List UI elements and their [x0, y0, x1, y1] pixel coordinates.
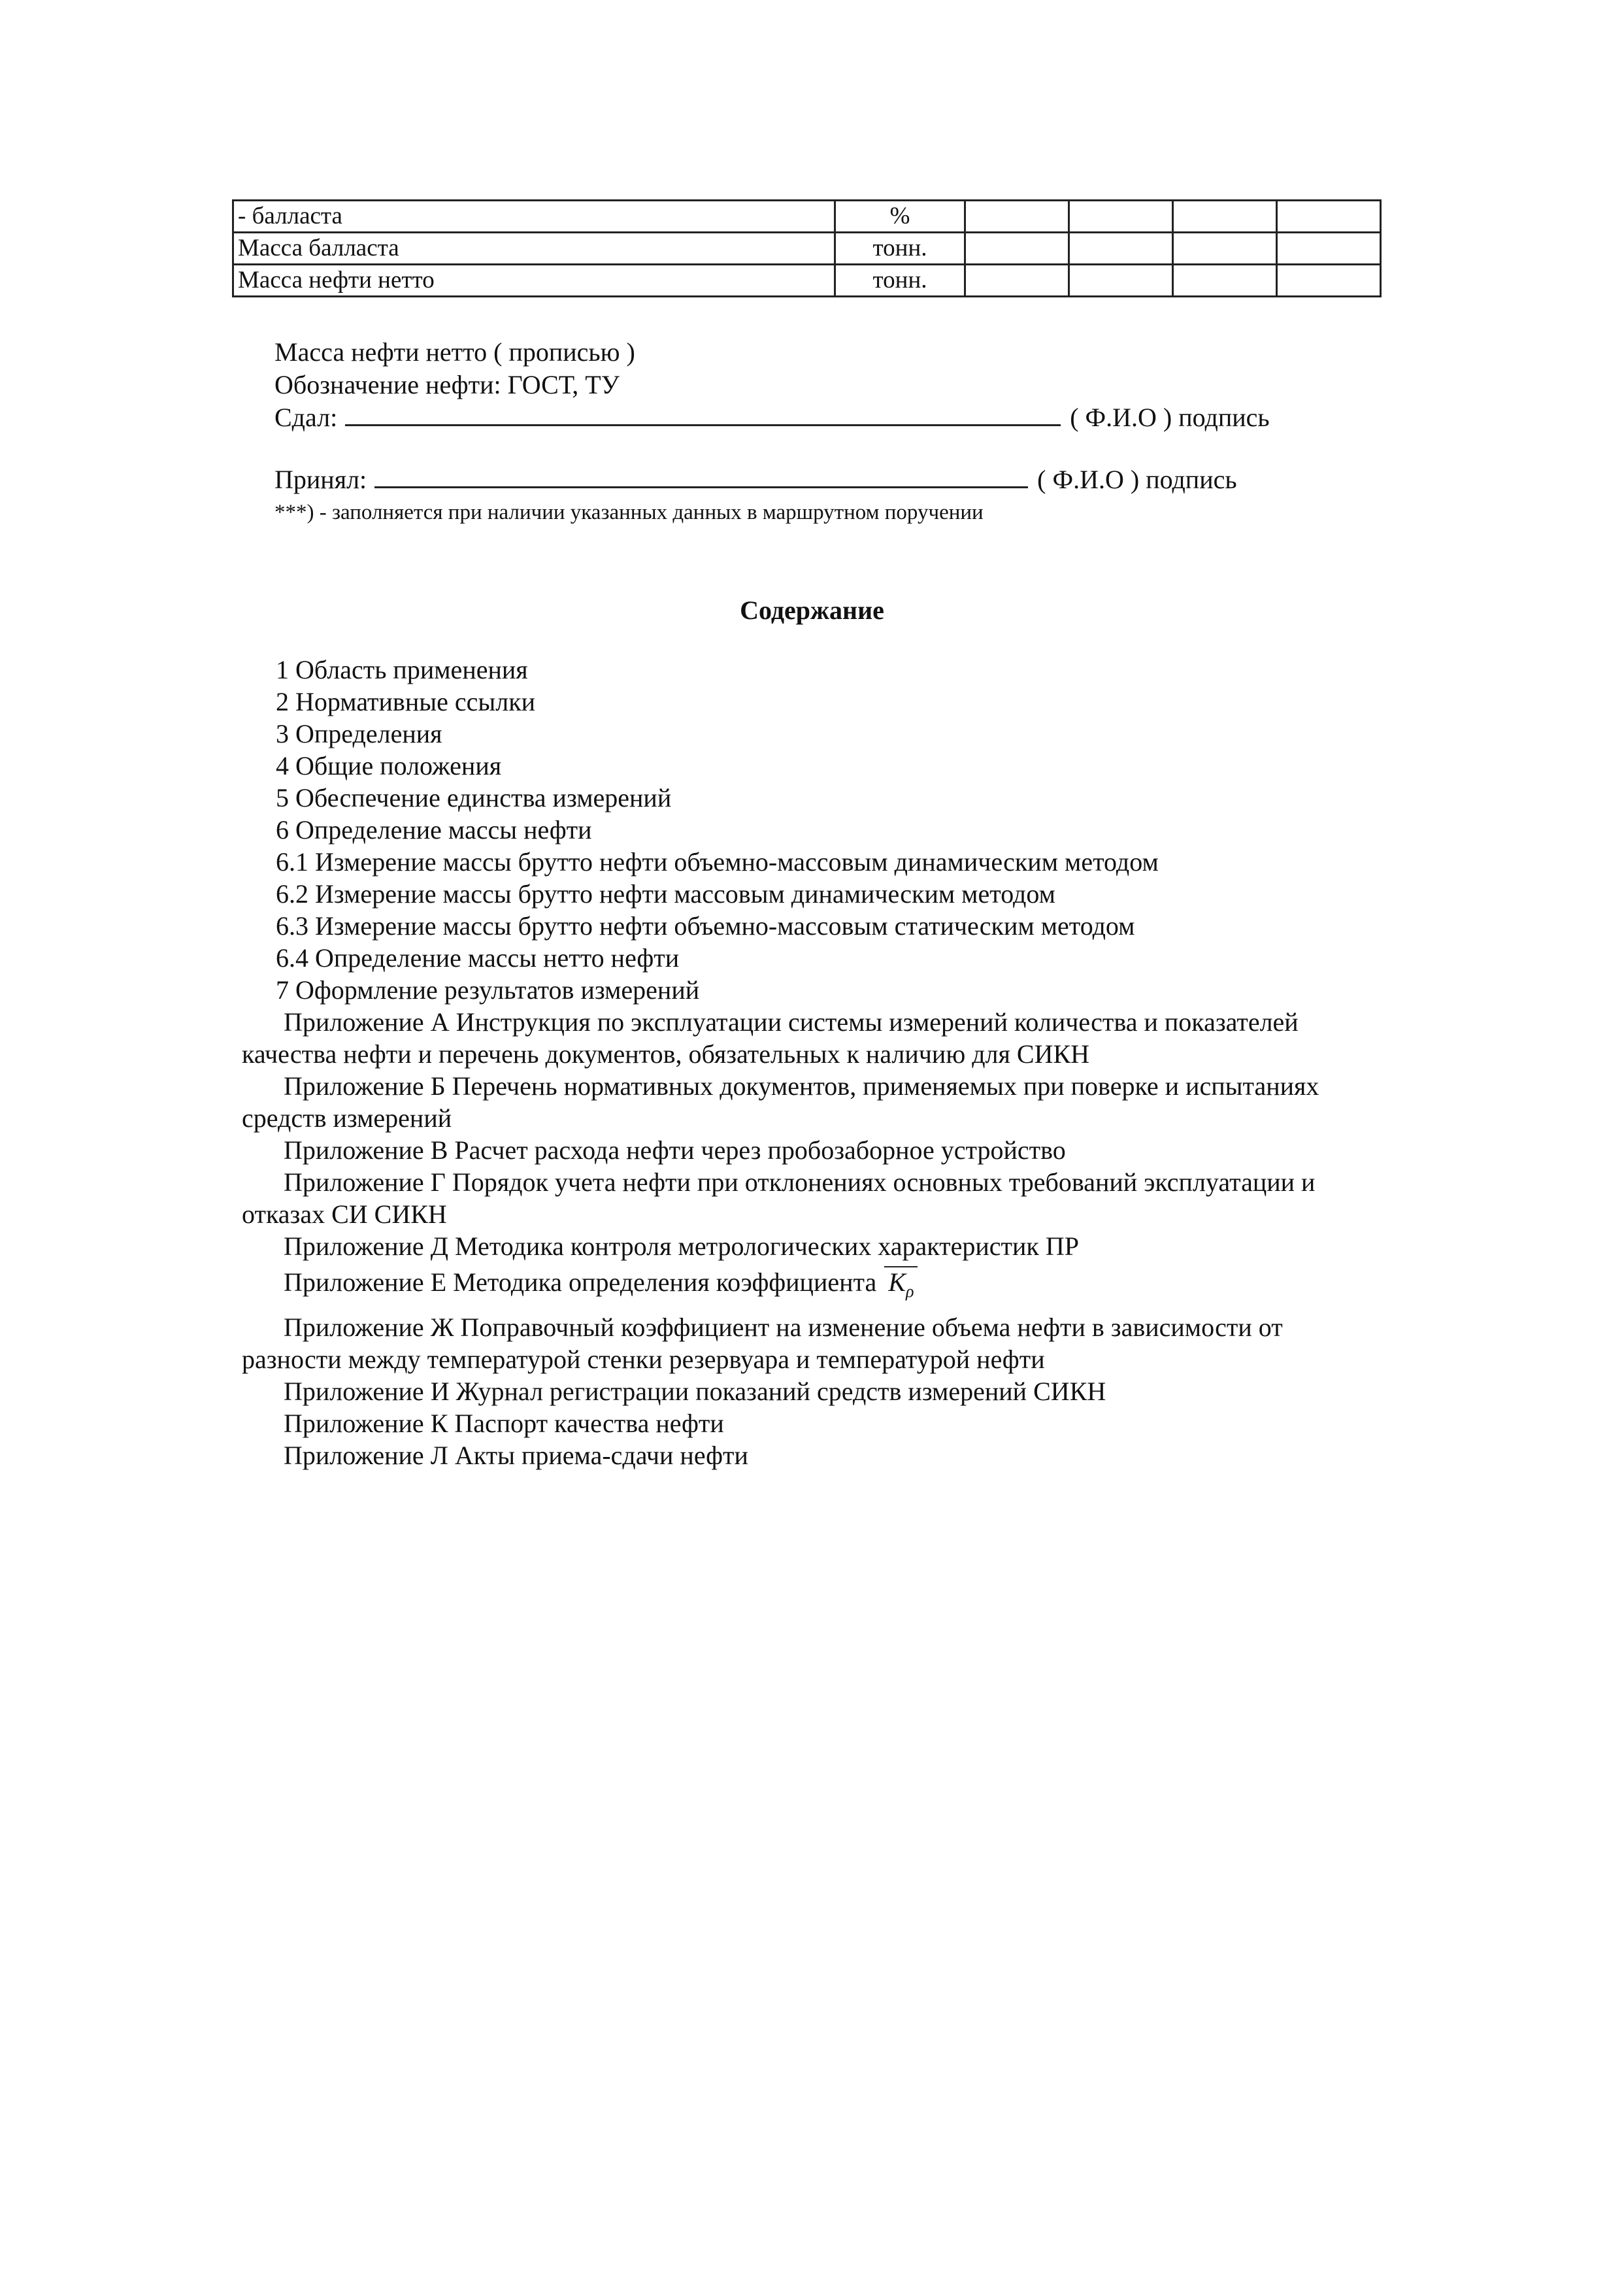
- row-name: Масса нефти нетто: [233, 265, 835, 297]
- toc-item: 3 Определения: [276, 719, 442, 748]
- toc-appendix: Приложение В Расчет расхода нефти через пробозаборное устройство: [284, 1135, 1066, 1165]
- toc-item: 6.3 Измерение массы брутто нефти объемно-массовым статическим методом: [276, 911, 1135, 941]
- row-unit: %: [835, 201, 965, 233]
- toc-item: 5 Обеспечение единства измерений: [276, 783, 672, 812]
- table-cell: [1277, 265, 1381, 297]
- table-cell: [965, 233, 1069, 265]
- mass-in-words: Масса нефти нетто ( прописью ): [274, 337, 635, 367]
- received-suffix: ( Ф.И.О ) подпись: [1037, 465, 1237, 494]
- table-cell: [1069, 201, 1173, 233]
- row-name: Масса балласта: [233, 233, 835, 265]
- toc-appendix-e: [242, 1266, 1366, 1307]
- table-cell: [965, 201, 1069, 233]
- oil-designation: Обозначение нефти: ГОСТ, ТУ: [274, 370, 620, 399]
- table-row: [233, 233, 1381, 265]
- coefficient-letter: K: [888, 1267, 906, 1297]
- toc-item: 1 Область применения: [276, 655, 528, 684]
- table-cell: [1277, 201, 1381, 233]
- table-cell: [1173, 233, 1277, 265]
- table-row: [233, 201, 1381, 233]
- received-label: Принял:: [274, 465, 367, 494]
- coefficient-symbol: [884, 1266, 918, 1301]
- handed-label: Сдал:: [274, 403, 338, 432]
- toc-appendix: Приложение Ж Поправочный коэффициент на изменение объема нефти в зависимости от разности между температурой стенки резервуара и температурой нефти: [242, 1313, 1283, 1374]
- coefficient-subscript: ρ: [905, 1282, 914, 1301]
- toc-appendix: Приложение А Инструкция по эксплуатации системы измерений количества и показателей качества нефти и перечень документов, обязательных к наличию для СИКН: [242, 1007, 1299, 1069]
- row-unit: тонн.: [835, 265, 965, 297]
- toc-appendix: Приложение Л Акты приема-сдачи нефти: [284, 1441, 748, 1470]
- toc-item: 6.1 Измерение массы брутто нефти объемно-массовым динамическим методом: [276, 847, 1159, 877]
- received-signature-field[interactable]: [374, 467, 1028, 488]
- toc-appendix: Приложение К Паспорт качества нефти: [284, 1409, 724, 1438]
- table-row: [233, 265, 1381, 297]
- received-line: [274, 464, 1237, 495]
- toc-item: 2 Нормативные ссылки: [276, 687, 536, 716]
- toc-appendix: Приложение Д Методика контроля метрологических характеристик ПР: [284, 1231, 1079, 1261]
- footnote: ***) - заполняется при наличии указанных данных в маршрутном поручении: [274, 501, 984, 524]
- table-cell: [965, 265, 1069, 297]
- mass-table: [232, 199, 1382, 297]
- toc-item: 7 Оформление результатов измерений: [276, 975, 700, 1005]
- toc-item: 6.2 Измерение массы брутто нефти массовым динамическим методом: [276, 879, 1055, 909]
- table-cell: [1173, 201, 1277, 233]
- toc-appendix: Приложение Г Порядок учета нефти при отклонениях основных требований эксплуатации и отказах СИ СИКН: [242, 1167, 1316, 1229]
- handed-over-line: [274, 402, 1270, 433]
- toc-item: 6.4 Определение массы нетто нефти: [276, 943, 680, 973]
- appendix-e-text: Приложение Е Методика определения коэффициента: [284, 1267, 877, 1297]
- table-cell: [1069, 265, 1173, 297]
- toc-appendix: Приложение И Журнал регистрации показаний средств измерений СИКН: [284, 1377, 1106, 1406]
- row-name: - балласта: [233, 201, 835, 233]
- handed-suffix: ( Ф.И.О ) подпись: [1070, 403, 1270, 432]
- toc-appendix: Приложение Б Перечень нормативных документов, применяемых при поверке и испытаниях средств измерений: [242, 1071, 1319, 1133]
- table-cell: [1277, 233, 1381, 265]
- table-of-contents: [242, 654, 1366, 1471]
- contents-title: Содержание: [740, 595, 884, 625]
- handed-signature-field[interactable]: [345, 405, 1061, 426]
- toc-item: 4 Общие положения: [276, 751, 502, 780]
- toc-item: 6 Определение массы нефти: [276, 815, 592, 845]
- row-unit: тонн.: [835, 233, 965, 265]
- table-cell: [1069, 233, 1173, 265]
- table-cell: [1173, 265, 1277, 297]
